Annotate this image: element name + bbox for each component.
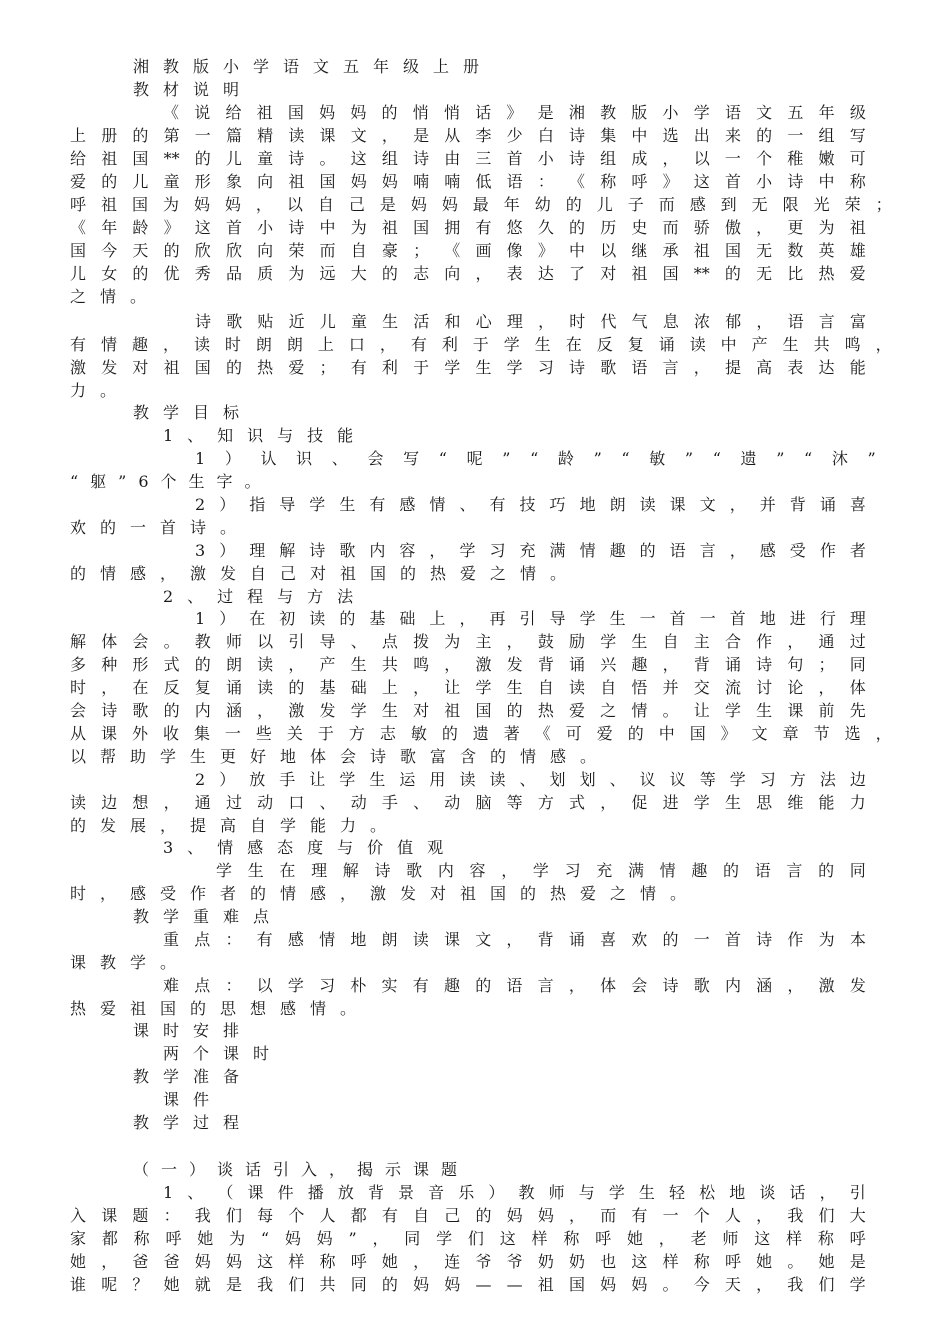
paragraph-line: 课件 <box>163 1090 224 1109</box>
paragraph-line: 激 发 对 祖 国 的 热 爱 ； 有 利 于 学 生 学 习 诗 歌 语 言 ， 提 高 表 达 能 <box>70 358 866 377</box>
paragraph-line: 儿 女 的 优 秀 品 质 为 远 大 的 志 向 ， 表 达 了 对 祖 国 ** 的 无 比 热 爱 <box>70 264 866 283</box>
paragraph-line: 学 生 在 理 解 诗 歌 内 容 ， 学 习 充 满 情 趣 的 语 言 的 同 <box>216 861 866 880</box>
paragraph-line: 热爱祖国的思想感情。 <box>70 999 371 1018</box>
paragraph-line: 时 ， 在 反 复 诵 读 的 基 础 上 ， 让 学 生 自 读 自 悟 并 交 流 讨 论 ， 体 <box>70 678 866 697</box>
paragraph-line: 时，感受作者的情感，激发对祖国的热爱之情。 <box>70 884 701 903</box>
paragraph-line: 多 种 形 式 的 朗 读 ， 产 生 共 鸣 ， 激 发 背 诵 兴 趣 ， 背 诵 诗 句 ； 同 <box>70 655 866 674</box>
section-heading: 教学准备 <box>133 1067 254 1086</box>
paragraph-line: 《 年 龄 》 这 首 小 诗 中 为 祖 国 拥 有 悠 久 的 历 史 而 骄 傲 ， 更 为 祖 <box>70 218 866 237</box>
paragraph-line: 爱 的 儿 童 形 象 向 祖 国 妈 妈 喃 喃 低 语 ： 《 称 呼 》 这 首 小 诗 中 称 <box>70 172 866 191</box>
section-heading: 教学目标 <box>133 403 254 422</box>
paragraph-line: 2 ） 指 导 学 生 有 感 情 、 有 技 巧 地 朗 读 课 文 ， 并 背 诵 喜 <box>195 495 866 514</box>
paragraph-line: 有 情 趣 ， 读 时 朗 朗 上 口 ， 有 利 于 学 生 在 反 复 诵 读 中 产 生 共 鸣 ， <box>70 335 892 354</box>
paragraph-line: 诗 歌 贴 近 儿 童 生 活 和 心 理 ， 时 代 气 息 浓 郁 ， 语 言 富 <box>195 312 866 331</box>
sub-heading: 3、情感态度与价值观 <box>163 838 458 857</box>
paragraph-line: 谁 呢 ？ 她 就 是 我 们 共 同 的 妈 妈 — — 祖 国 妈 妈 。 今 天 ， 我 们 学 <box>70 1275 866 1294</box>
paragraph-line: “躯”6个生字。 <box>70 472 273 491</box>
sub-heading: 1、知识与技能 <box>163 426 368 445</box>
paragraph-line: 从 课 外 收 集 一 些 关 于 方 志 敏 的 遗 著 《 可 爱 的 中 国 》 文 章 节 选 ， <box>70 724 892 743</box>
paragraph-line: 课教学。 <box>70 953 191 972</box>
paragraph-line: 家 都 称 呼 她 为 “ 妈 妈 ” ， 同 学 们 这 样 称 呼 她 ， 老 师 这 样 称 呼 <box>70 1229 866 1248</box>
paragraph-line: 她 ， 爸 爸 妈 妈 这 样 称 呼 她 ， 连 爷 爷 奶 奶 也 这 样 称 呼 她 。 她 是 <box>70 1252 866 1271</box>
paragraph-line: 3 ） 理 解 诗 歌 内 容 ， 学 习 充 满 情 趣 的 语 言 ， 感 受 作 者 <box>195 541 866 560</box>
paragraph-line: 2 ） 放 手 让 学 生 运 用 读 读 、 划 划 、 议 议 等 学 习 方 法 边 <box>195 770 866 789</box>
paragraph-line: 给 祖 国 ** 的 儿 童 诗 。 这 组 诗 由 三 首 小 诗 组 成 ， 以 一 个 稚 嫩 可 <box>70 149 866 168</box>
paragraph-line: 读 边 想 ， 通 过 动 口 、 动 手 、 动 脑 等 方 式 ， 促 进 学 生 思 维 能 力 <box>70 793 866 812</box>
paragraph-line: 欢的一首诗。 <box>70 518 251 537</box>
paragraph-line: 《 说 给 祖 国 妈 妈 的 悄 悄 话 》 是 湘 教 版 小 学 语 文 五 年 级 <box>163 103 866 122</box>
paragraph-line: 1 、 （ 课 件 播 放 背 景 音 乐 ） 教 师 与 学 生 轻 松 地 谈 话 ， 引 <box>163 1183 866 1202</box>
paragraph-line: 之情。 <box>70 287 161 306</box>
sub-heading: 2、过程与方法 <box>163 587 368 606</box>
paragraph-line: 两个课时 <box>163 1044 284 1063</box>
section-heading: 教材说明 <box>133 80 254 99</box>
paragraph-line: 难 点 ： 以 学 习 朴 实 有 趣 的 语 言 ， 体 会 诗 歌 内 涵 ， 激 发 <box>163 976 866 995</box>
paragraph-line: 国 今 天 的 欣 欣 向 荣 而 自 豪 ； 《 画 像 》 中 以 继 承 祖 国 无 数 英 雄 <box>70 241 866 260</box>
paragraph-line: 重 点 ： 有 感 情 地 朗 读 课 文 ， 背 诵 喜 欢 的 一 首 诗 作 为 本 <box>163 930 866 949</box>
paragraph-line: 上 册 的 第 一 篇 精 读 课 文 ， 是 从 李 少 白 诗 集 中 选 出 来 的 一 组 写 <box>70 126 866 145</box>
sub-heading: （一）谈话引入，揭示课题 <box>133 1160 470 1179</box>
paragraph-line: 呼 祖 国 为 妈 妈 ， 以 自 己 是 妈 妈 最 年 幼 的 儿 子 而 感 到 无 限 光 荣 ； <box>70 195 892 214</box>
paragraph-line: 的发展，提高自学能力。 <box>70 816 401 835</box>
paragraph-line: 以帮助学生更好地体会诗歌富含的情感。 <box>70 747 611 766</box>
paragraph-line: 1 ） 认 识 、 会 写 “ 呢 ” “ 龄 ” “ 敏 ” “ 遗 ” “ 沐 ” <box>195 449 876 468</box>
paragraph-line: 力。 <box>70 381 131 400</box>
paragraph-line: 的情感，激发自己对祖国的热爱之情。 <box>70 564 581 583</box>
paragraph-line: 1 ） 在 初 读 的 基 础 上 ， 再 引 导 学 生 一 首 一 首 地 进 行 理 <box>195 609 866 628</box>
section-heading: 教学重难点 <box>133 907 284 926</box>
section-heading: 课时安排 <box>133 1021 254 1040</box>
doc-title: 湘教版小学语文五年级上册 <box>133 57 494 76</box>
paragraph-line: 入 课 题 ： 我 们 每 个 人 都 有 自 己 的 妈 妈 ， 而 有 一 个 人 ， 我 们 大 <box>70 1206 866 1225</box>
paragraph-line: 解 体 会 。 教 师 以 引 导 、 点 拨 为 主 ， 鼓 励 学 生 自 主 合 作 ， 通 过 <box>70 632 866 651</box>
section-heading: 教学过程 <box>133 1113 254 1132</box>
paragraph-line: 会 诗 歌 的 内 涵 ， 激 发 学 生 对 祖 国 的 热 爱 之 情 。 让 学 生 课 前 先 <box>70 701 866 720</box>
